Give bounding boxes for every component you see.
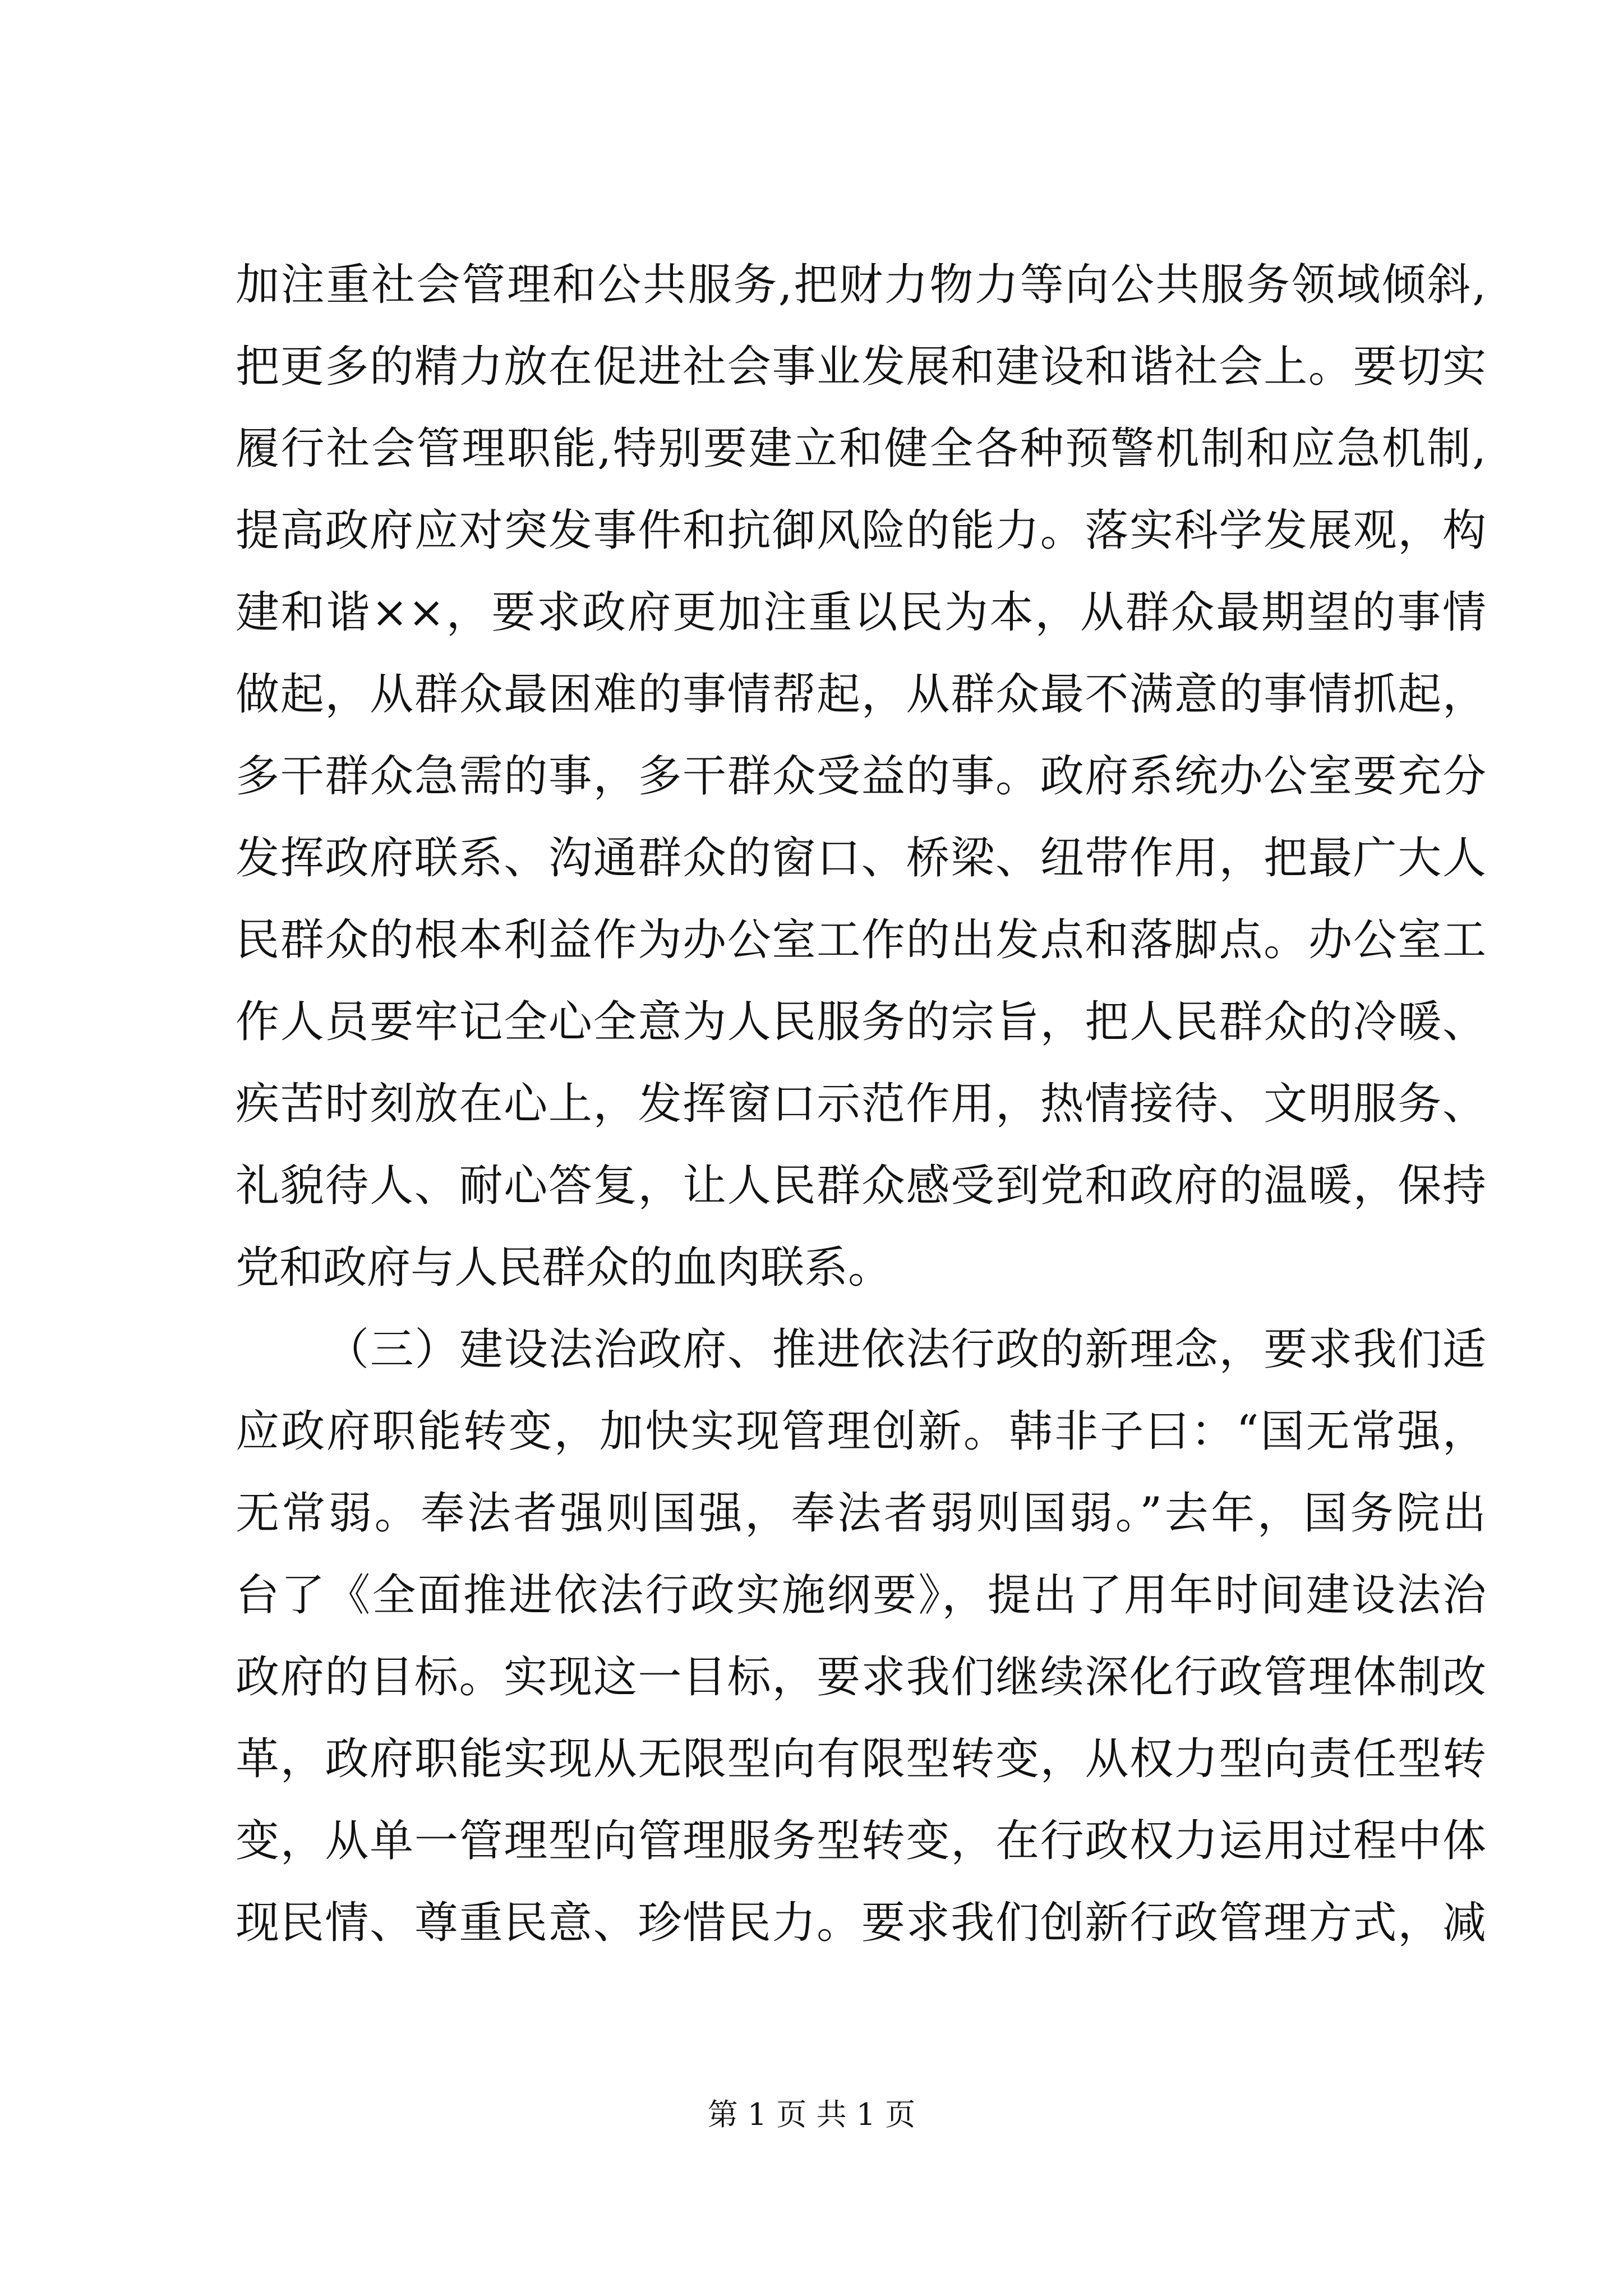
text-line: 变，从单一管理型向管理服务型转变，在行政权力运用过程中体: [236, 1816, 1486, 1866]
text-line: 提高政府应对突发事件和抗御风险的能力。落实科学发展观，构: [236, 505, 1486, 556]
text-line: 发挥政府联系、沟通群众的窗口、桥梁、纽带作用，把最广大人: [236, 833, 1486, 884]
text-line: （三）建设法治政府、推进依法行政的新理念，要求我们适: [325, 1324, 1486, 1375]
paragraph-2: [236, 1309, 1486, 1964]
text-line: 作人员要牢记全心全意为人民服务的宗旨，把人民群众的冷暖、: [236, 997, 1486, 1047]
text-line: 建和谐××，要求政府更加注重以民为本，从群众最期望的事情: [236, 587, 1486, 638]
text-line: 多干群众急需的事，多干群众受益的事。政府系统办公室要充分: [236, 751, 1486, 802]
text-line: 做起，从群众最困难的事情帮起，从群众最不满意的事情抓起，: [236, 669, 1486, 720]
text-line: 把更多的精力放在促进社会事业发展和建设和谐社会上。要切实: [236, 342, 1486, 392]
page-number-label: 第 1 页 共 1 页: [707, 2097, 916, 2132]
text-line: 加注重社会管理和公共服务,把财力物力等向公共服务领域倾斜,: [236, 260, 1486, 310]
text-line: 礼貌待人、耐心答复，让人民群众感受到党和政府的温暖，保持: [236, 1161, 1486, 1211]
text-line: 民群众的根本利益作为办公室工作的出发点和落脚点。办公室工: [236, 915, 1486, 965]
text-line: 革，政府职能实现从无限型向有限型转变，从权力型向责任型转: [236, 1734, 1486, 1784]
text-line: 履行社会管理职能,特别要建立和健全各种预警机制和应急机制,: [236, 424, 1486, 474]
text-line: 政府的目标。实现这一目标，要求我们继续深化行政管理体制改: [236, 1652, 1486, 1703]
text-line: 台了《全面推进依法行政实施纲要》，提出了用年时间建设法治: [236, 1570, 1486, 1621]
text-line: 党和政府与人民群众的血肉联系。: [236, 1243, 892, 1293]
text-line: 无常弱。奉法者强则国强，奉法者弱则国弱。”去年，国务院出: [236, 1488, 1486, 1539]
text-line: 疾苦时刻放在心上，发挥窗口示范作用，热情接待、文明服务、: [236, 1079, 1486, 1129]
text-line: 应政府职能转变，加快实现管理创新。韩非子曰：“国无常强，: [236, 1406, 1486, 1457]
page-footer: [0, 2095, 1623, 2134]
document-body: [236, 244, 1486, 1964]
text-line: 现民情、尊重民意、珍惜民力。要求我们创新行政管理方式，减: [236, 1898, 1486, 1948]
paragraph-1: [236, 244, 1486, 1309]
